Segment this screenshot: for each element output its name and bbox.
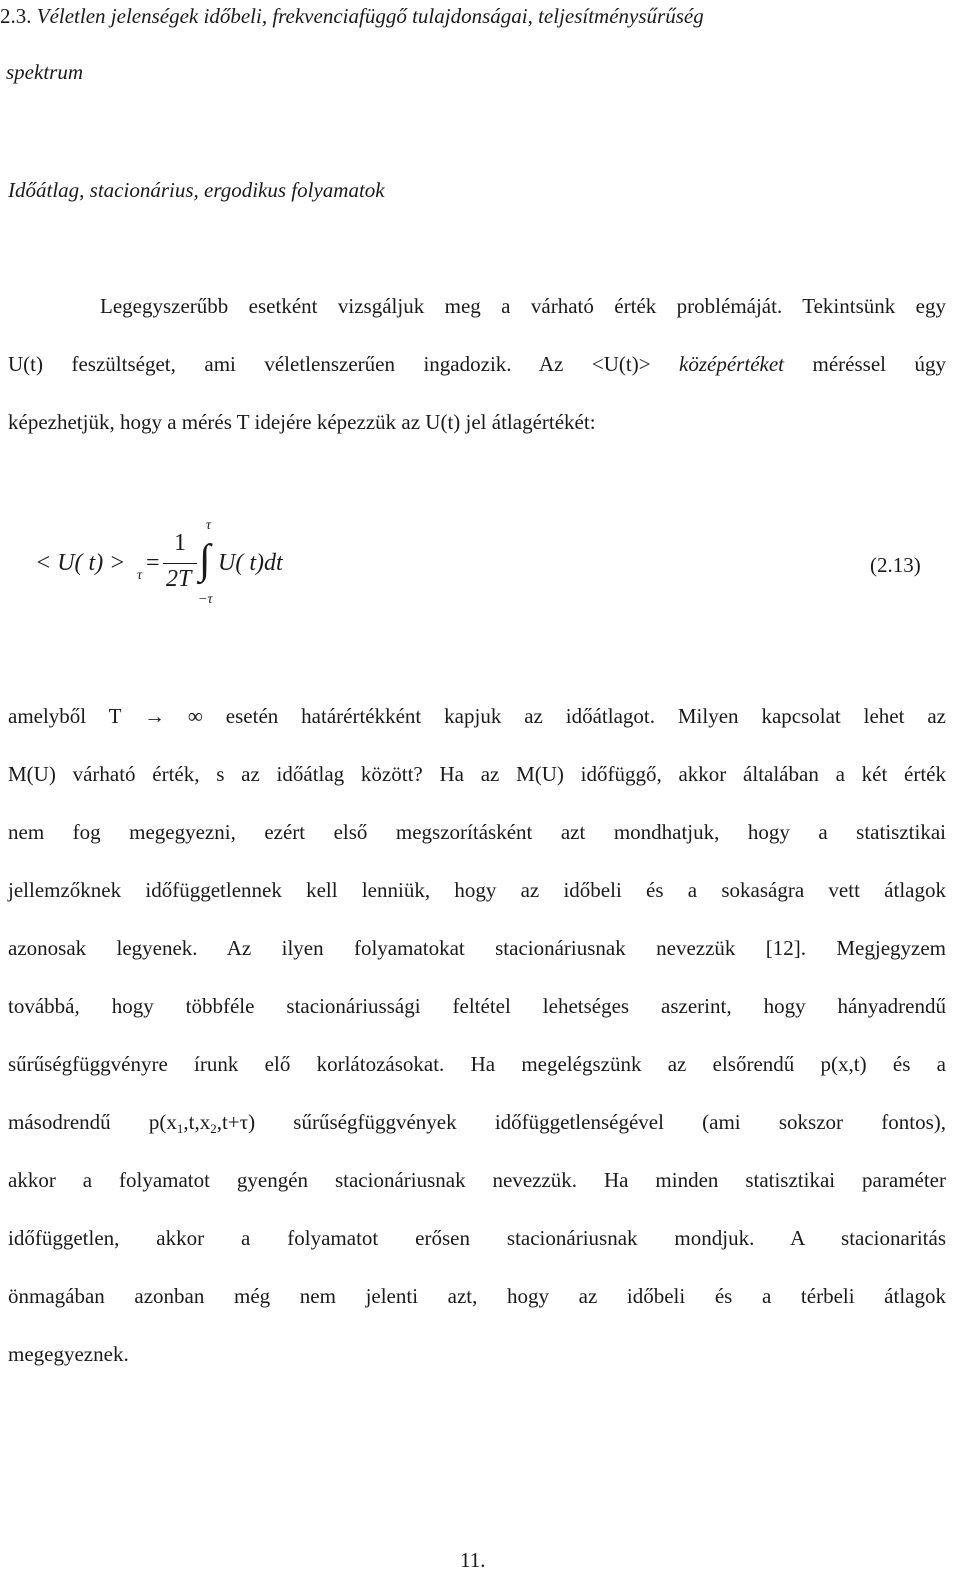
paragraph-2-line-11: önmagában azonban még nem jelenti azt, hogy az időbeli és a térbeli átlagok — [8, 1284, 946, 1308]
equation-lhs-subscript: τ — [137, 568, 143, 583]
integral-sign: ∫ — [199, 537, 211, 583]
paragraph-2-line-10: időfüggetlen, akkor a folyamatot erősen stacionáriusnak mondjuk. A stacionaritás — [8, 1226, 946, 1250]
paragraph-2-line-8: másodrendű $p(x_1,t,x_2,t+\tau)$ sűrűségfüggvények időfüggetlenségével (ami sokszor fontos), — [8, 1110, 946, 1136]
fraction-bar — [163, 563, 197, 564]
paragraph-2-line-5: azonosak legyenek. Az ilyen folyamatokat stacionáriusnak nevezzük [12]. Megjegyzem — [8, 936, 946, 960]
integral-lower-limit: −τ — [198, 592, 213, 607]
arrow-right-icon: → — [144, 704, 166, 728]
paragraph-2-line-1: amelyből T → ∞ esetén határértékként kapjuk az időátlagot. Milyen kapcsolat lehet az — [8, 704, 946, 728]
paragraph-2-line-4: jellemzőknek időfüggetlennek kell lenniük, hogy az időbeli és a sokaságra vett átlagok — [8, 878, 946, 902]
paragraph-2-line-9: akkor a folyamatot gyengén stacionáriusnak nevezzük. Ha minden statisztikai paraméter — [8, 1168, 946, 1192]
section-heading — [0, 2, 704, 30]
integral-upper-limit: τ — [206, 518, 212, 533]
paragraph-2-line-2: M(U) várható érték, s az időátlag között? Ha az M(U) időfüggő, akkor általában a két érték — [8, 762, 946, 786]
page-number: 11. — [460, 1548, 486, 1572]
section-title: Véletlen jelenségek időbeli, frekvenciafüggő tulajdonságai, teljesítménysűrűség — [36, 4, 704, 28]
subheading: Időátlag, stacionárius, ergodikus folyamatok — [8, 178, 385, 202]
section-number: 2.3. — [0, 4, 32, 28]
equation-lhs: < U( t) > — [35, 550, 126, 576]
paragraph-2-line-3: nem fog megegyezni, ezért első megszorításként azt mondhatjuk, hogy a statisztikai — [8, 820, 946, 844]
equation-denominator: 2T — [166, 566, 192, 592]
paragraph-1-line-2: U(t) feszültséget, ami véletlenszerűen ingadozik. Az <U(t)> középértéket méréssel úgy — [8, 352, 946, 376]
paragraph-2-line-7: sűrűségfüggvényre írunk elő korlátozásokat. Ha megelégszünk az elsőrendű p(x,t) és a — [8, 1052, 946, 1076]
section-title-continued: spektrum — [6, 60, 83, 84]
equation-2-13 — [0, 520, 960, 620]
paragraph-2-line-6: továbbá, hogy többféle stacionáriussági feltétel lehetséges aszerint, hogy hányadrendű — [8, 994, 946, 1018]
infinity-icon: ∞ — [187, 704, 203, 728]
equation-numerator: 1 — [174, 530, 186, 556]
paragraph-1-line-1: Legegyszerűbb esetként vizsgáljuk meg a várható érték problémáját. Tekintsünk egy — [100, 294, 946, 318]
paragraph-1-line-3: képezhetjük, hogy a mérés T idejére képezzük az U(t) jel átlagértékét: — [8, 410, 596, 434]
equation-integrand: U( t)dt — [218, 550, 283, 576]
equation-number: (2.13) — [870, 553, 921, 577]
paragraph-2-line-12: megegyeznek. — [8, 1342, 129, 1366]
equation-equals: = — [146, 550, 160, 576]
